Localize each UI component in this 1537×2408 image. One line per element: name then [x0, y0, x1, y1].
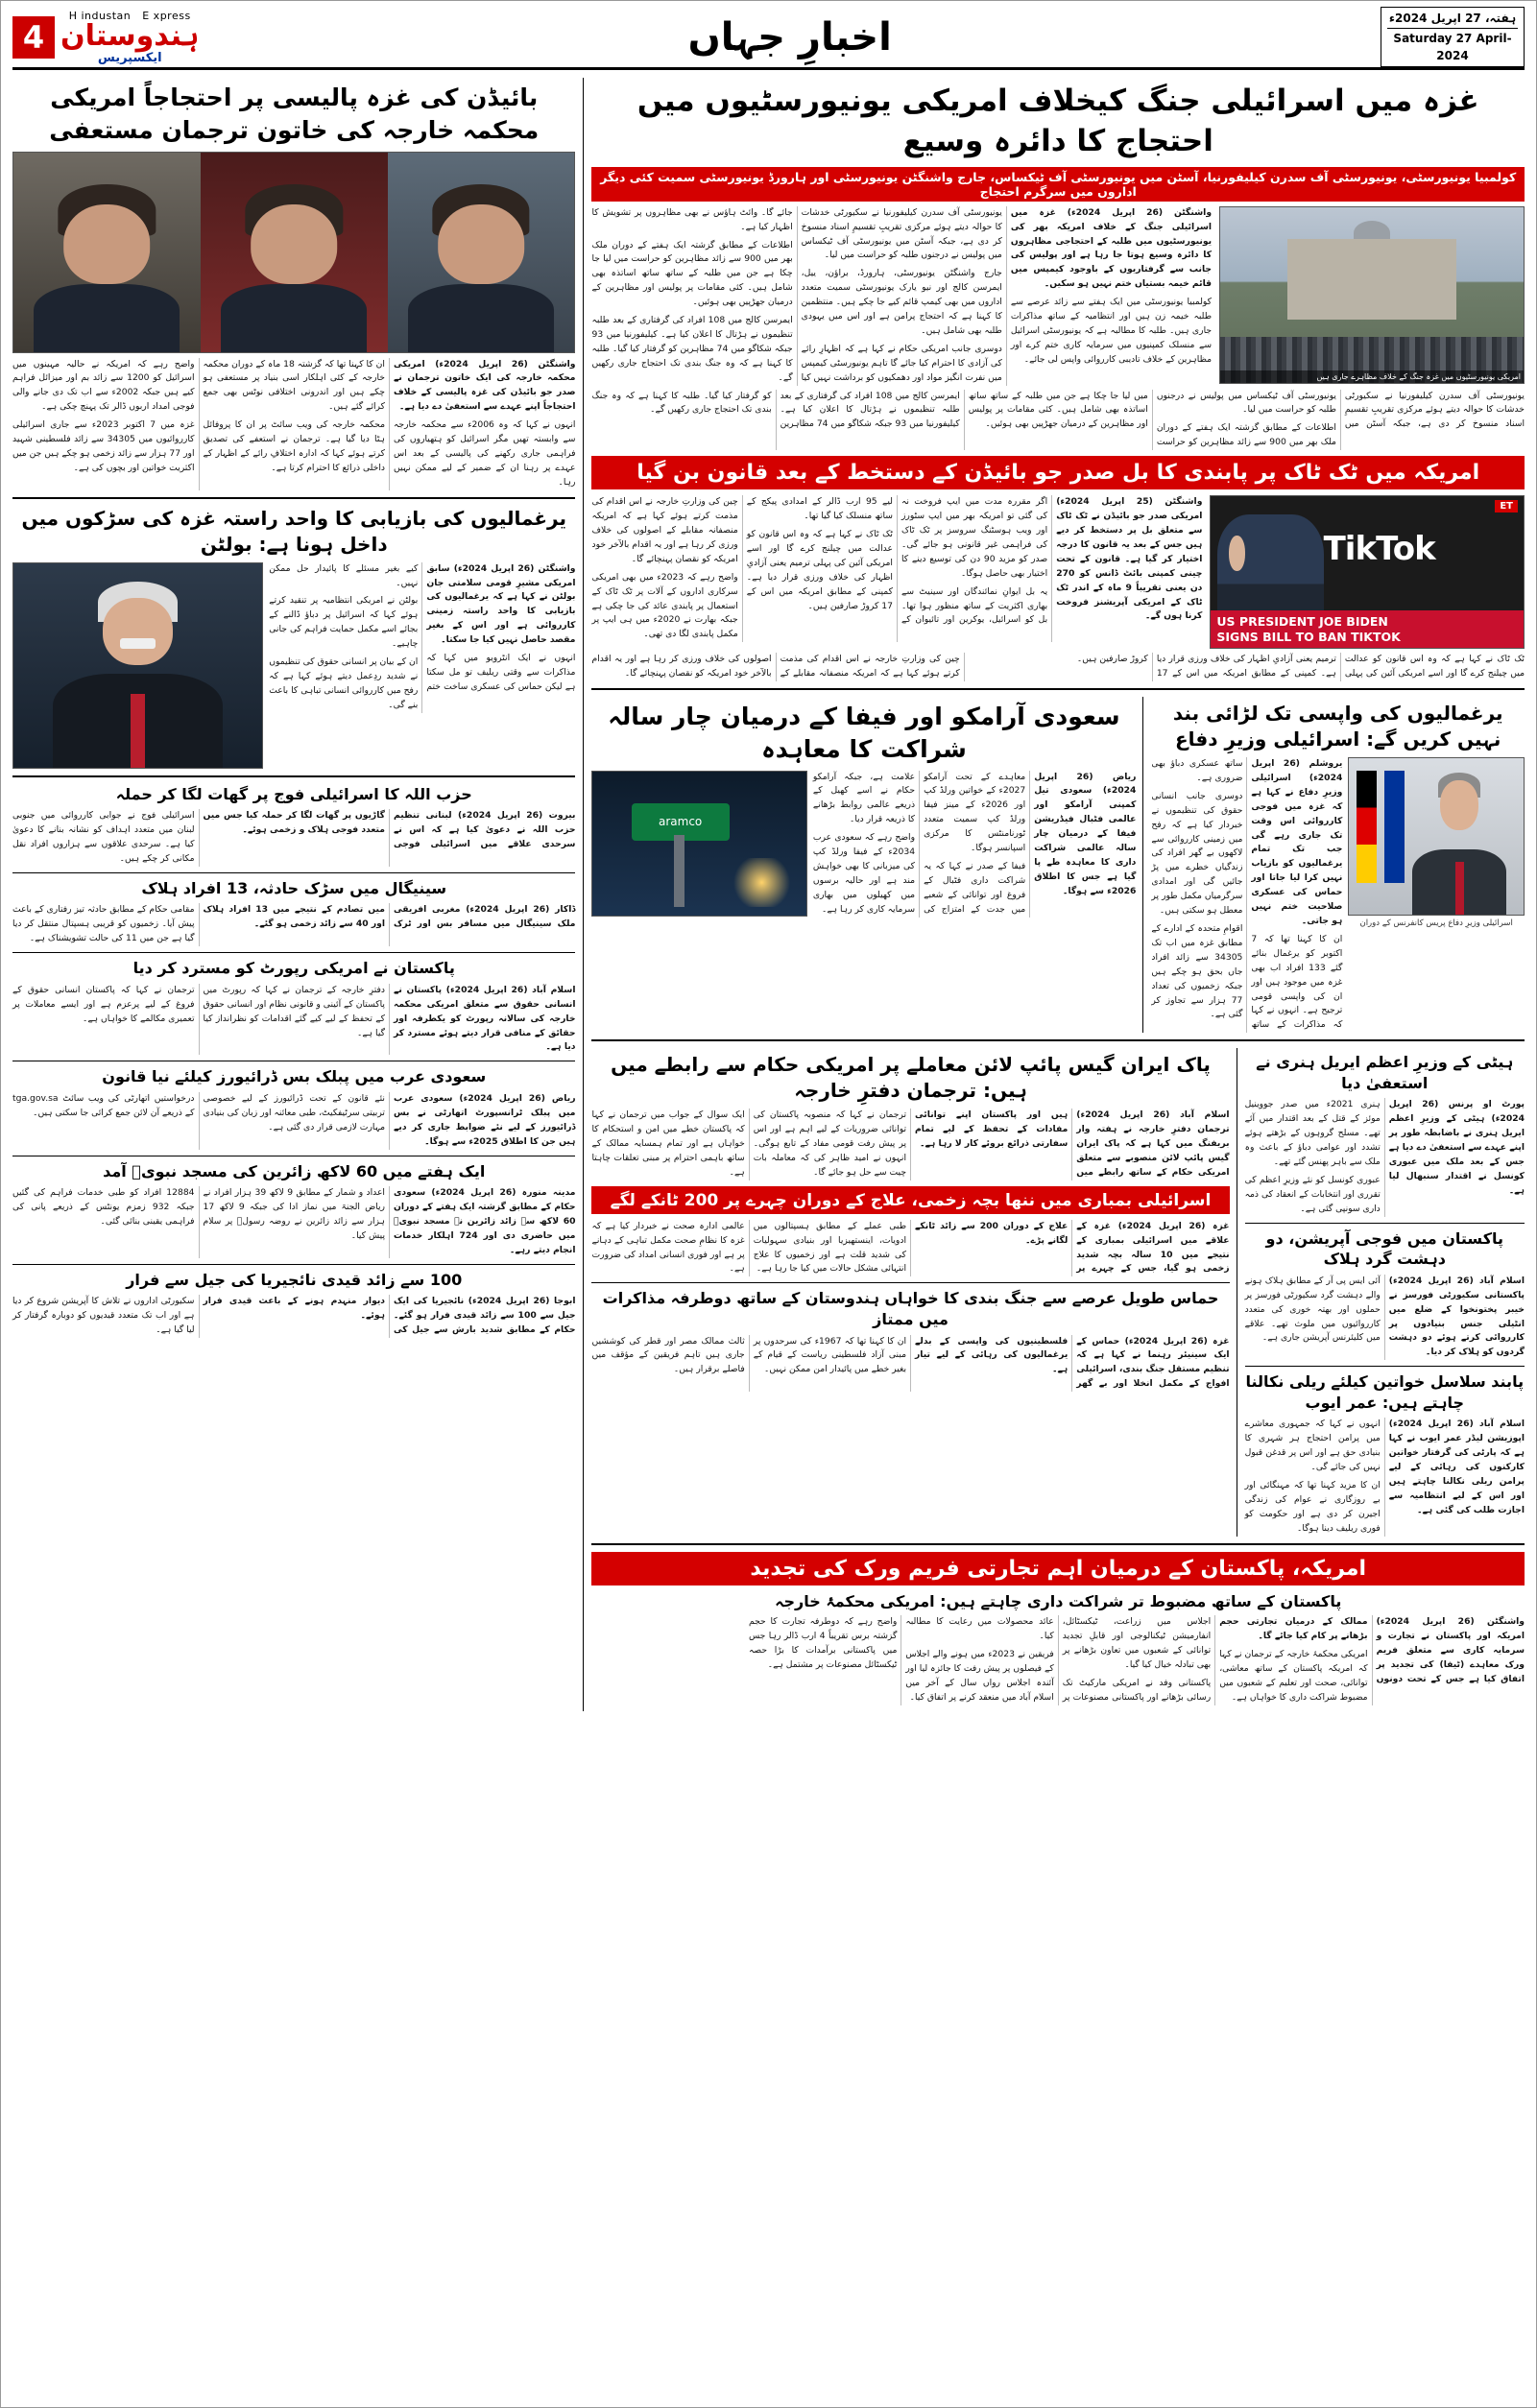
- paragraph: ان کا مزید کہنا تھا کہ مہنگائی اور بے روزگاری نے عوام کی زندگی اجیرن کر دی ہے اور حکومت کو فوری ریلیف دینا ہوگا۔: [1244, 1480, 1381, 1534]
- divider: [12, 1264, 575, 1265]
- paragraph: مقامی حکام کے مطابق حادثہ تیز رفتاری کے باعث پیش آیا۔ زخمیوں کو قریبی ہسپتال منتقل کر دیا گیا ہے جن میں 11 کی حالت تشویشناک ہے۔: [12, 904, 195, 944]
- paragraph: ایمرسن کالج میں 108 افراد کی گرفتاری کے بعد طلبہ تنظیموں نے ہڑتال کا اعلان کیا ہے۔ کیلیفورنیا میں 93 جبکہ شکاگو میں 74 مظاہرین کو گرفتار کیا گیا۔ طلبہ کا کہنا ہے کہ وہ جنگ بندی تک احتجاج جاری رکھیں گے۔: [591, 315, 793, 383]
- paragraph: واضح رہے کہ امریکہ نے حالیہ مہینوں میں اسرائیل کو 1200 سے زائد بم اور میزائل فراہم کیے ہیں جبکہ 2002ء سے اب تک دی جانے والی فوجی امداد اربوں ڈالر تک پہنچ چکی ہے۔: [12, 358, 195, 413]
- tiktok-logo-text: TikTok: [1323, 529, 1435, 568]
- spokesperson-body: [12, 358, 575, 490]
- divider: [591, 688, 1525, 690]
- page-content: [12, 78, 1525, 1711]
- flag-shape: [1357, 771, 1378, 883]
- face-shape: [103, 598, 173, 665]
- brand-sub-urdu: ایکسپریس: [97, 50, 162, 65]
- paragraph: محکمہ خارجہ کی ویب سائٹ پر ان کا پروفائل ہٹا دیا گیا ہے۔ ترجمان نے استعفے کی تصدیق کرتے ہوئے کہا کہ ادارہ اختلافِ رائے کے اظہار کے داخلی ذرائع کا احترام کرتا ہے۔: [203, 419, 385, 473]
- page-title: [688, 15, 892, 60]
- tiktok-body-continued: [591, 653, 1525, 681]
- saudi-body: [813, 771, 1137, 918]
- paragraph: واضح رہے کہ 2023ء میں بھی امریکی سرکاری اداروں کے آلات پر ٹک ٹاک کے استعمال پر پابندی عائد کی جا چکی ہے جبکہ بھارت نے 2020ء میں ہی ایپ پر مکمل پابندی لگا دی تھی۔: [591, 571, 738, 640]
- building-shape: [1287, 239, 1457, 320]
- paragraph: درخواستیں اتھارٹی کی ویب سائٹ tga.gov.sa کے ذریعے آن لائن جمع کرائی جا سکتی ہیں۔: [12, 1092, 195, 1118]
- paragraph: ٹک ٹاک نے کہا ہے کہ وہ اس قانون کو عدالت میں چیلنج کرے گا اور اسے امریکی آئین کی پہلی ترمیم یعنی آزادیِ اظہار کی خلاف ورزی قرار دیا ہے۔ کمپنی کے مطابق امریکہ میں اس کے 17 کروڑ صارفین ہیں۔: [1076, 654, 1525, 679]
- hezbollah-headline: حزب اللہ کا اسرائیلی فوج پر گھات لگا کر حملہ: [115, 784, 472, 803]
- trade-subheadline: پاکستان کے ساتھ مضبوط تر شراکت داری چاہتے ہیں: امریکی محکمۂ خارجہ: [775, 1591, 1342, 1610]
- haiti-body: [1245, 1098, 1525, 1216]
- paragraph: جارج واشنگٹن یونیورسٹی، ہارورڈ، براؤن، ییل، ایمرسن کالج اور نیو یارک یونیورسٹی سمیت متعدد اداروں میں بھی کیمپ قائم کیے جا چکے ہیں۔ منتظمین کا کہنا ہے کہ احتجاج پرامن ہے اور اس میں یہودی طلبہ بھی شامل ہیں۔: [801, 268, 1002, 336]
- lead-photo-caption: امریکی یونیورسٹیوں میں غزہ جنگ کے خلاف مظاہرے جاری ہیں: [1220, 370, 1524, 383]
- paragraph: واشنگٹن (26 اپریل 2024ء) سابق امریکی مشیرِ قومی سلامتی جان بولٹن نے کہا ہے کہ یرغمالیوں کی بازیابی کا واحد راستہ زمینی کارروائی ہے اور اس کے بغیر مقصد حاصل نہیں کیا جا سکتا۔: [426, 562, 576, 646]
- paper-title-text: اخبارِ جہاں: [687, 14, 892, 60]
- brand-name-urdu: ہندوستان: [60, 18, 200, 53]
- paragraph: طبی عملے کے مطابق ہسپتالوں میں ادویات، اینستھیزیا اور بنیادی سہولیات کی شدید قلت ہے اور زخمیوں کا علاج انتہائی مشکل حالات میں کیا جا رہا ہے۔: [753, 1220, 907, 1275]
- banner-line-1: US PRESIDENT JOE BIDEN: [1216, 613, 1388, 629]
- divider: [591, 1282, 1229, 1283]
- light-glow: [730, 858, 794, 907]
- paper-title-wrap: [199, 11, 1381, 63]
- israel-bombing-body: [591, 1220, 1229, 1277]
- paragraph: اطلاعات کے مطابق گزشتہ ایک ہفتے کے دوران ملک بھر میں 900 سے زائد مظاہرین کو حراست میں لیا جا چکا ہے جن میں طلبہ کے ساتھ ساتھ اساتذہ بھی شامل ہیں۔ کئی مقامات پر پولیس اور مظاہرین کے درمیان جھڑپیں بھی ہوئیں۔: [591, 239, 793, 308]
- divider: [12, 497, 575, 499]
- article-tiktok: [591, 456, 1525, 681]
- paragraph: آئی ایس پی آر کے مطابق ہلاک ہونے والے دہشت گرد سکیورٹی فورسز پر حملوں اور بھتہ خوری کی متعدد کارروائیوں میں ملوث تھے۔ علاقے میں کلیئرنس آپریشن جاری ہے۔: [1244, 1275, 1381, 1344]
- face-shape: [438, 204, 524, 284]
- paragraph: یروشلم (26 اپریل 2024ء) اسرائیلی وزیرِ دفاع نے کہا ہے کہ غزہ میں فوجی کارروائی اس وقت تک جاری رہے گی جب تک تمام یرغمالیوں کو بازیاب نہیں کرا لیا جاتا اور حماس کی عسکری صلاحیت ختم نہیں ہو جاتی۔: [1251, 758, 1343, 926]
- brand-top-left: H industan: [68, 9, 132, 22]
- ayub-body: [1245, 1418, 1525, 1536]
- paragraph: پاکستانی وفد نے امریکی مارکیٹ تک رسائی بڑھانے اور پاکستانی مصنوعات پر عائد محصولات میں رعایت کا مطالبہ کیا۔: [905, 1616, 1212, 1703]
- lead-headline: غزہ میں اسرائیلی جنگ کیخلاف امریکی یونیورسٹیوں میں احتجاج کا دائرہ وسیع: [636, 83, 1479, 158]
- paragraph: واشنگٹن (25 اپریل 2024ء) امریکی صدر جو بائیڈن نے ٹک ٹاک سے متعلق بل پر دستخط کر دیے ہیں جس کے بعد یہ قانون کا درجہ اختیار کر گیا ہے۔ قانون کے تحت چینی کمپنی بائٹ ڈانس کو 270 دن یعنی تقریباً 9 ماہ کے اندر ٹک ٹاک کے امریکی آپریشنز فروخت کرنا ہوں گے۔: [1056, 496, 1203, 622]
- brand-area: [12, 11, 199, 63]
- germany-headline: یرغمالیوں کی واپسی تک لڑائی بند نہیں کریں گے: اسرائیلی وزیرِ دفاع: [1172, 702, 1503, 751]
- paragraph: بولٹن نے امریکی انتظامیہ پر تنقید کرتے ہوئے کہا کہ اسرائیل پر دباؤ ڈالنے کے بجائے اسے مکمل حمایت فراہم کی جانی چاہیے۔: [269, 595, 419, 650]
- pole-shape: [674, 835, 684, 907]
- body-shape: [221, 284, 367, 352]
- paragraph: یونیورسٹی آف سدرن کیلیفورنیا نے سکیورٹی خدشات کا حوالہ دیتے ہوئے مرکزی تقریبِ تقسیمِ اسناد منسوخ کر دی ہے، جبکہ آسٹن میں یونیورسٹی آف ٹیکساس میں پولیس نے درجنوں طلبہ کو حراست میں لیا۔: [1156, 390, 1525, 430]
- photo-pane: [201, 153, 388, 352]
- paragraph: ڈاکار (26 اپریل 2024ء) مغربی افریقی ملک سینیگال میں مسافر بس اور ٹرک میں تصادم کے نتیجے میں 13 افراد ہلاک اور 40 سے زائد زخمی ہو گئے۔: [203, 904, 576, 930]
- hamas-body: [591, 1335, 1229, 1393]
- paragraph: اقوامِ متحدہ کے ادارے کے مطابق غزہ میں اب تک 34305 سے زائد افراد جاں بحق ہو چکے ہیں جبکہ زخمیوں کی تعداد 77 ہزار سے تجاوز کر گئی ہے۔: [1151, 922, 1243, 1020]
- prison-headline: 100 سے زائد قیدی نائجیریا کی جیل سے فرار: [126, 1270, 463, 1289]
- paragraph: بیروت (26 اپریل 2024ء) لبنانی تنظیم حزب اللہ نے دعویٰ کیا ہے کہ اس نے سرحدی علاقے میں اسرائیلی فوجی گاڑیوں پر گھات لگا کر حملہ کیا جس میں متعدد فوجی ہلاک و زخمی ہوئے۔: [203, 810, 576, 850]
- paragraph: عبوری کونسل کو نئے وزیرِ اعظم کی تقرری اور انتخابات کے انعقاد کی ذمہ داری سونپی گئی ہے۔: [1244, 1174, 1381, 1214]
- paragraph: ایمرسن کالج میں 108 افراد کی گرفتاری کے بعد طلبہ تنظیموں نے ہڑتال کا اعلان کیا ہے۔ کیلیفورنیا میں 93 جبکہ شکاگو میں 74 مظاہرین کو گرفتار کیا گیا۔ طلبہ کا کہنا ہے کہ وہ جنگ بندی تک احتجاج جاری رکھیں گے۔: [591, 390, 960, 430]
- paragraph: واضح رہے کہ دوطرفہ تجارت کا حجم گزشتہ برس تقریباً 4 ارب ڈالر رہا جس میں پاکستانی برآمدات کا بڑا حصہ ٹیکسٹائل مصنوعات پر مشتمل ہے۔: [748, 1616, 898, 1671]
- paragraph: ہنری 2021ء میں صدر جووینیل موئز کے قتل کے بعد اقتدار میں آئے تھے۔ مسلح گروہوں کے بڑھتے ہوئے تشدد اور عوامی دباؤ کے باعث وہ ملک سے باہر پھنس گئے تھے۔: [1244, 1099, 1381, 1168]
- paragraph: ان کا کہنا تھا کہ 7 اکتوبر کو یرغمال بنائے گئے 133 افراد اب بھی غزہ میں موجود ہیں اور ان کی واپسی قومی ترجیح ہے۔ انہوں نے کہا کہ مذاکرات کے ساتھ ساتھ عسکری دباؤ بھی ضروری ہے۔: [1151, 758, 1343, 1031]
- brand-logo: [60, 11, 199, 64]
- paragraph: ترجمان نے کہا کہ پاکستان انسانی حقوق کے فروغ کے لیے پرعزم ہے اور ایسے معاملات پر تعمیری مکالمے کا خواہاں ہے۔: [12, 984, 195, 1024]
- paragraph: دفترِ خارجہ کے ترجمان نے کہا کہ رپورٹ میں پاکستان کے آئینی و قانونی نظام اور انسانی حقوق کے تحفظ کے لیے کیے گئے اقدامات کو نظرانداز کیا گیا ہے۔: [203, 984, 385, 1038]
- divider: [12, 775, 575, 777]
- paragraph: دوسری جانب انسانی حقوق کی تنظیموں نے خبردار کیا ہے کہ رفح میں زمینی کارروائی سے لاکھوں بے گھر افراد کی زندگیاں خطرے میں پڑ جائیں گی اور امدادی سرگرمیاں مکمل طور پر معطل ہو سکتی ہیں۔: [1151, 790, 1243, 917]
- paragraph: غزہ میں 7 اکتوبر 2023ء سے جاری اسرائیلی کارروائیوں میں 34305 سے زائد فلسطینی شہید اور 77 ہزار سے زائد زخمی ہو چکے ہیں جن میں اکثریت خواتین اور بچوں کی ہے۔: [12, 419, 195, 473]
- article-prison-escape: [12, 1270, 575, 1338]
- et-badge: ET: [1495, 500, 1518, 513]
- germany-body: [1151, 757, 1342, 1033]
- article-israel-defence: [1151, 697, 1525, 1033]
- brand-top-right: E xpress: [142, 9, 191, 22]
- pak-operation-headline: پاکستان میں فوجی آپریشن، دو دہشت گرد ہلاک: [1265, 1228, 1504, 1269]
- umrah-body: [12, 1186, 575, 1258]
- pak-operation-body: [1245, 1275, 1525, 1360]
- saudi-bus-headline: سعودی عرب میں پبلک بس ڈرائیورز کیلئے نیا قانون: [102, 1067, 487, 1086]
- page-number-badge: 4: [12, 16, 55, 59]
- paragraph: 12884 افراد کو طبی خدمات فراہم کی گئیں جبکہ 932 زمزم یونٹس کے ذریعے پانی کی فراہمی یقینی بنائی گئی۔: [12, 1187, 195, 1227]
- paragraph: ان کے بیان پر انسانی حقوق کی تنظیموں نے شدید ردِعمل دیتے ہوئے کہا ہے کہ رفح میں کارروائی انسانی تباہی کا باعث بنے گی۔: [269, 656, 419, 710]
- publication-date: [1381, 7, 1525, 67]
- paragraph: اعداد و شمار کے مطابق 9 لاکھ 39 ہزار افراد نے ریاض الجنۃ میں نماز ادا کی جبکہ 9 لاکھ 17 ہزار سے زائد زائرین نے روضہ رسولؐ پر سلام پیش کیا۔: [203, 1187, 385, 1241]
- divider: [12, 952, 575, 953]
- paragraph: واشنگٹن (26 اپریل 2024ء) غزہ میں اسرائیلی جنگ کے خلاف امریکہ بھر کی یونیورسٹیوں میں طلبہ کے احتجاجی مظاہروں کا دائرہ وسیع ہوتا جا رہا ہے اور پولیس کی جانب سے گرفتاریوں کے باوجود کیمپس میں قائم خیمہ بستیاں ختم نہیں ہو سکیں۔: [1010, 206, 1213, 290]
- body-shape: [408, 284, 554, 352]
- date-english: Saturday 27 April-2024: [1393, 32, 1512, 62]
- paragraph: معاہدے کے تحت آرامکو 2027ء کے خواتین ورلڈ کپ اور 2026ء کے مینز فیفا ورلڈ کپ سمیت متعدد ٹورنامنٹس کا مرکزی اسپانسر ہوگا۔: [924, 771, 1026, 854]
- paragraph: مدینہ منورہ (26 اپریل 2024ء) سعودی حکام کے مطابق گزشتہ ایک ہفتے کے دوران 60 لاکھ سے زائد زائرین نے مسجد نبویؐ میں حاضری دی اور 724 اہلکار خدمات انجام دیتے رہے۔: [394, 1187, 576, 1255]
- pipeline-body: [591, 1109, 1229, 1180]
- report-headline: پاکستان نے امریکی رپورٹ کو مسترد کر دیا: [132, 959, 455, 978]
- bolton-photo: [12, 562, 263, 769]
- article-pak-us-report: [12, 958, 575, 1055]
- paragraph: ان کا کہنا تھا کہ 1967ء کی سرحدوں پر مبنی آزاد فلسطینی ریاست کے قیام کے بغیر خطے میں پائیدار امن ممکن نہیں۔: [753, 1335, 907, 1375]
- paragraph: عالمی ادارہ صحت نے خبردار کیا ہے کہ غزہ کا نظامِ صحت مکمل تباہی کے دہانے پر ہے اور فوری انسانی امداد کی ضرورت ہے۔: [591, 1220, 745, 1275]
- row-germany-saudi: [591, 697, 1525, 1033]
- senegal-body: [12, 903, 575, 946]
- right-column: [12, 78, 584, 1711]
- paragraph: دوسری جانب امریکی حکام نے کہا ہے کہ اظہارِ رائے کی آزادی کا احترام کیا جائے گا تاہم یونیورسٹی کیمپس میں نفرت انگیز مواد اور دھمکیوں کو برداشت نہیں کیا جائے گا۔ وائٹ ہاؤس نے بھی مظاہروں پر تشویش کا اظہار کیا ہے۔: [591, 206, 1002, 383]
- tiktok-headline: امریکہ میں ٹک ٹاک پر پابندی کا بل صدر جو بائیڈن کے دستخط کے بعد قانون بن گیا: [591, 456, 1525, 489]
- paragraph: ریاض (26 اپریل 2024ء) سعودی عرب میں پبلک ٹرانسپورٹ اتھارٹی نے بس ڈرائیورز کے لیے نئے ضوابط جاری کر دیے ہیں جن کا اطلاق 2025ء سے ہوگا۔: [394, 1092, 576, 1147]
- divider: [591, 1039, 1525, 1041]
- bolton-body: [269, 562, 575, 713]
- paragraph: نئے قانون کے تحت ڈرائیورز کے لیے خصوصی تربیتی سرٹیفکیٹ، طبی معائنہ اور زبان کی بنیادی مہارت لازمی قرار دی گئی ہے۔: [203, 1092, 385, 1132]
- left-column-group: [591, 78, 1525, 1711]
- paragraph: واشنگٹن (26 اپریل 2024ء) امریکہ اور پاکستان نے تجارت و سرمایہ کاری سے متعلق فریم ورک معاہدے (ٹیفا) کی تجدید پر اتفاق کیا ہے جس کے تحت دونوں ممالک کے درمیان تجارتی حجم بڑھانے پر کام کیا جائے گا۔: [1219, 1616, 1525, 1684]
- paragraph: یونیورسٹی آف سدرن کیلیفورنیا نے سکیورٹی خدشات کا حوالہ دیتے ہوئے مرکزی تقریبِ تقسیمِ اسناد منسوخ کر دی ہے، جبکہ آسٹن میں یونیورسٹی آف ٹیکساس میں پولیس نے درجنوں طلبہ کو حراست میں لیا۔: [801, 206, 1002, 261]
- photo-pane: [388, 153, 575, 352]
- paragraph: اجلاس میں زراعت، ٹیکسٹائل، انفارمیشن ٹیکنالوجی اور قابلِ تجدید توانائی کے شعبوں میں تعاون بڑھانے پر بھی تبادلہ خیال کیا گیا۔: [1062, 1616, 1212, 1671]
- paragraph: اگر مقررہ مدت میں ایپ فروخت نہ کی گئی تو امریکہ بھر میں ایپ سٹورز اور ویب ہوسٹنگ سروسز پر ٹک ٹاک کی فراہمی غیر قانونی ہو جائے گی۔ صدر کو مزید 90 دن کی توسیع دینے کا اختیار بھی حاصل ہوگا۔: [901, 496, 1048, 579]
- paragraph: فریقین نے 2023ء میں ہونے والے اجلاس کے فیصلوں پر پیش رفت کا جائزہ لیا اور آئندہ اجلاس رواں سال کے آخر میں اسلام آباد میں منعقد کرنے پر اتفاق کیا۔: [905, 1649, 1054, 1703]
- photo-pane: [13, 153, 201, 352]
- row-haiti-pipeline: [591, 1048, 1525, 1537]
- tiktok-body: [591, 495, 1202, 642]
- tiktok-photo-banner: [1211, 610, 1524, 648]
- paragraph: پورٹ او پرنس (26 اپریل 2024ء) ہیٹی کے وزیرِ اعظم ایریل ہنری نے باضابطہ طور پر اپنے عہدے سے استعفیٰ دے دیا ہے جس کے بعد ملک میں عبوری کونسل نے اقتدار سنبھال لیا ہے۔: [1388, 1099, 1525, 1196]
- paragraph: سکیورٹی اداروں نے تلاش کا آپریشن شروع کر دیا ہے اور اب تک متعدد قیدیوں کو دوبارہ گرفتار کر لیا گیا ہے۔: [12, 1296, 195, 1336]
- flag-shape: [1384, 771, 1405, 883]
- paragraph: غزہ (26 اپریل 2024ء) حماس کے ایک سینیئر رہنما نے کہا ہے کہ تنظیم مستقل جنگ بندی، اسرائیلی افواج کے مکمل انخلا اور بے گھر فلسطینیوں کی واپسی کے بدلے یرغمالیوں کی رہائی کے لیے تیار ہے۔: [915, 1335, 1230, 1390]
- israel-bombing-headline: اسرائیلی بمباری میں ننھا بچہ زخمی، علاج کے دوران چہرے پر 200 ٹانکے لگے: [591, 1186, 1229, 1214]
- paragraph: انہوں نے کہا کہ وہ 2006ء سے محکمہ خارجہ سے وابستہ تھیں مگر اسرائیل کو ہتھیاروں کی فراہمی جاری رکھنے کی پالیسی کے بعد اس عہدے پر رہنا ان کے ضمیر کے لیے ممکن نہیں رہا۔: [394, 419, 576, 488]
- article-saudi-bus: [12, 1066, 575, 1149]
- face-shape: [1440, 780, 1478, 830]
- pipeline-headline: پاک ایران گیس پائپ لائن معاملے پر امریکی حکام سے رابطے میں ہیں: ترجمان دفترِ خارجہ: [611, 1053, 1211, 1103]
- tie-shape: [1455, 862, 1464, 915]
- trade-body: [591, 1615, 1525, 1705]
- lead-subhead: کولمبیا یونیورسٹی، یونیورسٹی آف سدرن کیلیفورنیا، آسٹن میں یونیورسٹی آف ٹیکساس، جارج واشنگٹن یونیورسٹی اور ہارورڈ یونیورسٹی سمیت کئی دیگر اداروں میں سرگرم احتجاج: [591, 167, 1525, 202]
- saudi-headline: سعودی آرامکو اور فیفا کے درمیان چار سالہ شراکت کا معاہدہ: [608, 703, 1120, 763]
- face-shape: [251, 204, 337, 284]
- tie-shape: [131, 694, 146, 768]
- bolton-headline: یرغمالیوں کی بازیابی کا واحد راستہ غزہ کی سڑکوں میں داخل ہونا ہے: بولٹن: [21, 506, 567, 556]
- aramco-photo: [591, 771, 806, 917]
- paragraph: ریاض (26 اپریل 2024ء) سعودی تیل کمپنی آرامکو اور عالمی فٹبال فیڈریشن فیفا کے درمیان چار سالہ عالمی شراکت داری کا معاہدہ طے پا گیا ہے جس کا اطلاق 2026ء سے ہوگا۔: [1034, 771, 1137, 896]
- divider: [591, 1543, 1525, 1545]
- paragraph: ترجمان نے کہا کہ منصوبہ پاکستان کی توانائی ضروریات کے لیے اہم ہے اور اس پر پیش رفت قومی مفاد کے تابع ہوگی۔ انہوں نے امید ظاہر کی کہ معاملہ بات چیت سے حل ہو جائے گا۔: [753, 1109, 907, 1178]
- article-senegal: [12, 878, 575, 946]
- trade-headline: امریکہ، پاکستان کے درمیان اہم تجارتی فریم ورک کی تجدید: [591, 1552, 1525, 1585]
- divider: [12, 872, 575, 873]
- article-hezbollah: [12, 784, 575, 867]
- face-shape: [64, 204, 151, 284]
- body-shape: [34, 284, 180, 352]
- paragraph: واشنگٹن (26 اپریل 2024ء) امریکی محکمہ خارجہ کی ایک خاتون ترجمان نے صدر جو بائیڈن کی غزہ پالیسی کے خلاف احتجاجاً اپنے عہدے سے استعفیٰ دے دیا ہے۔: [394, 358, 576, 413]
- spokesperson-photo: [12, 152, 575, 353]
- hamas-headline: حماس طویل عرصے سے جنگ بندی کا خواہاں ہندوستان کے ساتھ دوطرفہ مذاکرات میں ممتاز: [602, 1289, 1219, 1328]
- date-urdu: ہفتہ، 27 اپریل 2024ء: [1387, 10, 1518, 29]
- paragraph: غزہ (26 اپریل 2024ء) غزہ کے علاقے میں اسرائیلی بمباری کے نتیجے میں 10 سالہ بچہ شدید زخمی ہو گیا، جس کے چہرے پر علاج کے دوران 200 سے زائد ٹانکے لگانے پڑے۔: [915, 1220, 1230, 1275]
- paragraph: اسلام آباد (26 اپریل 2024ء) پاکستانی سکیورٹی فورسز نے خیبر پختونخوا کے ضلع میں انٹیلی جنس بنیادوں پر کارروائی کرتے ہوئے دو دہشت گردوں کو ہلاک کر دیا۔: [1388, 1275, 1525, 1358]
- article-lead-story: [591, 82, 1525, 450]
- minister-photo: [1348, 757, 1525, 916]
- lead-body: [591, 206, 1212, 386]
- paragraph: ثالث ممالک مصر اور قطر کی کوششیں جاری ہیں تاہم فریقین کے مؤقف میں فاصلے برقرار ہیں۔: [591, 1335, 745, 1375]
- minister-photo-caption: اسرائیلی وزیرِ دفاع پریس کانفرنس کے دوران: [1359, 918, 1513, 928]
- paragraph: اسلام آباد (26 اپریل 2024ء) اپوزیشن لیڈر عمر ایوب نے کہا ہے کہ پارٹی کی گرفتار خواتین کارکنوں کی رہائی کے لیے پرامن ریلی نکالنا چاہتے ہیں اور اس کے لیے انتظامیہ سے اجازت طلب کی گئی ہے۔: [1388, 1419, 1525, 1515]
- article-pak-us-trade: [591, 1552, 1525, 1705]
- paragraph: ابوجا (26 اپریل 2024ء) نائجیریا کی ایک جیل سے 100 سے زائد قیدی فرار ہو گئے۔ حکام کے مطابق شدید بارش سے جیل کی دیوار منہدم ہونے کے باعث قیدی فرار ہوئے۔: [203, 1296, 576, 1336]
- paragraph: ایک سوال کے جواب میں ترجمان نے کہا کہ پاکستان خطے میں امن و استحکام کا خواہاں ہے اور تمام ہمسایہ ممالک کے ساتھ باہمی احترام پر مبنی تعلقات چاہتا ہے۔: [591, 1109, 745, 1178]
- col-pipeline-group: [591, 1048, 1237, 1537]
- article-haiti: [1245, 1048, 1525, 1537]
- masthead: [12, 11, 1525, 70]
- senegal-headline: سینیگال میں سڑک حادثہ، 13 افراد ہلاک: [141, 878, 447, 897]
- lead-body-continued: [591, 390, 1525, 451]
- paragraph: اطلاعات کے مطابق گزشتہ ایک ہفتے کے دوران ملک بھر میں 900 سے زائد مظاہرین کو حراست میں لیا جا چکا ہے جن میں طلبہ کے ساتھ ساتھ اساتذہ بھی شامل ہیں۔ کئی مقامات پر پولیس اور مظاہرین کے درمیان جھڑپیں بھی ہوئیں۔: [968, 390, 1336, 448]
- hezbollah-body: [12, 809, 575, 867]
- article-biden-spokesperson: [12, 82, 575, 490]
- prison-body: [12, 1295, 575, 1338]
- divider: [1245, 1366, 1525, 1367]
- lead-photo: [1219, 206, 1525, 384]
- divider: [1245, 1223, 1525, 1224]
- banner-line-2: SIGNS BILL TO BAN TIKTOK: [1216, 629, 1401, 644]
- paragraph: ٹک ٹاک نے کہا ہے کہ وہ اس قانون کو عدالت میں چیلنج کرے گا اور اسے امریکی آئین کی پہلی ترمیم یعنی آزادیِ اظہار کی خلاف ورزی قرار دیا ہے۔ کمپنی کے مطابق امریکہ میں اس کے 17 کروڑ صارفین ہیں۔: [746, 529, 893, 611]
- paragraph: اسلام آباد (26 اپریل 2024ء) پاکستان نے انسانی حقوق سے متعلق امریکی محکمہ خارجہ کی سالانہ رپورٹ کو یکطرفہ اور حقائق کے منافی قرار دیتے ہوئے مسترد کر دیا ہے۔: [394, 984, 576, 1053]
- saudi-bus-body: [12, 1092, 575, 1150]
- haiti-headline: ہیٹی کے وزیرِ اعظم ایریل ہنری نے استعفیٰ دیا: [1256, 1053, 1514, 1092]
- paragraph: یہ بل ایوانِ نمائندگان اور سینیٹ سے بھاری اکثریت کے ساتھ منظور ہوا تھا۔ بل کو اسرائیل، یوکرین اور تائیوان کے لیے 95 ارب ڈالر کے امدادی پیکج کے ساتھ منسلک کیا گیا تھا۔: [746, 496, 1048, 626]
- face-shape: [1229, 536, 1245, 570]
- paragraph: چین کی وزارتِ خارجہ نے اس اقدام کی مذمت کرتے ہوئے کہا ہے کہ امریکہ منصفانہ مقابلے کے اصولوں کی خلاف ورزی کر رہا ہے اور یہ اقدام بالآخر خود امریکہ کو نقصان پہنچائے گا۔: [591, 496, 738, 564]
- paragraph: انہوں نے ایک انٹرویو میں کہا کہ مذاکرات سے وقتی ریلیف تو مل سکتا ہے لیکن حماس کی عسکری ساخت ختم کیے بغیر مسئلے کا پائیدار حل ممکن نہیں۔: [269, 562, 576, 692]
- paragraph: امریکی محکمۂ خارجہ کے ترجمان نے کہا کہ امریکہ پاکستان کے ساتھ معاشی، توانائی، صحت اور تعلیم کے شعبوں میں مضبوط شراکت داری کا خواہاں ہے۔: [1219, 1649, 1368, 1703]
- paragraph: واضح رہے کہ سعودی عرب 2034ء کے فیفا ورلڈ کپ کی میزبانی کا بھی خواہش مند ہے اور حالیہ برسوں میں کھیلوں میں بھاری سرمایہ کاری کر رہا ہے۔: [812, 832, 916, 915]
- article-umrah: [12, 1161, 575, 1258]
- umrah-headline: ایک ہفتے میں 60 لاکھ زائرین کی مسجد نبویؐ آمد: [103, 1161, 486, 1180]
- paragraph: چین کی وزارتِ خارجہ نے اس اقدام کی مذمت کرتے ہوئے کہا ہے کہ امریکہ منصفانہ مقابلے کے اصولوں کی خلاف ورزی کر رہا ہے اور یہ اقدام بالآخر خود امریکہ کو نقصان پہنچائے گا۔: [591, 654, 960, 679]
- paragraph: ان کا کہنا تھا کہ گزشتہ 18 ماہ کے دوران محکمہ خارجہ کے کئی اہلکار اسی بنیاد پر مستعفی ہو چکے ہیں اور اندرونی اختلافی نوٹس بھی جمع کرائے گئے ہیں۔: [203, 358, 385, 413]
- paragraph: کولمبیا یونیورسٹی میں ایک ہفتے سے زائد عرصے سے طلبہ خیمہ زن ہیں اور انتظامیہ کے ساتھ مذاکرات جاری ہیں۔ طلبہ کا مطالبہ ہے کہ یونیورسٹی اسرائیل سے منسلک کمپنیوں میں سرمایہ کاری ختم کرے اور مظاہرین کے خلاف تادیبی کارروائی واپس لی جائے۔: [1010, 297, 1213, 365]
- report-body: [12, 984, 575, 1056]
- article-aramco-fifa: [591, 697, 1143, 1033]
- tiktok-photo: [1210, 495, 1525, 649]
- ayub-headline: پابند سلاسل خواتین کیلئے ریلی نکالنا چاہتے ہیں: عمر ایوب: [1245, 1372, 1525, 1412]
- paragraph: اسلام آباد (26 اپریل 2024ء) ترجمان دفترِ خارجہ نے ہفتہ وار بریفنگ میں کہا ہے کہ پاک ایران گیس پائپ لائن منصوبے سے متعلق امریکی حکام کے ساتھ رابطے میں ہیں اور پاکستان اپنے توانائی مفادات کے تحفظ کے لیے تمام سفارتی ذرائع بروئے کار لا رہا ہے۔: [915, 1109, 1230, 1178]
- paragraph: اسرائیلی فوج نے جوابی کارروائی میں جنوبی لبنان میں متعدد اہداف کو نشانہ بنانے کا دعویٰ کیا ہے۔ سرحدی علاقوں سے ہزاروں افراد نقل مکانی کر چکے ہیں۔: [12, 810, 195, 864]
- spokesperson-headline: بائیڈن کی غزہ پالیسی پر احتجاجاً امریکی محکمہ خارجہ کی خاتون ترجمان مستعفی: [49, 83, 540, 144]
- article-bolton: [12, 506, 575, 769]
- paragraph: فیفا کے صدر نے کہا کہ یہ شراکت داری فٹبال کے فروغ اور توانائی کے شعبے میں جدت کے امتزاج کی علامت ہے، جبکہ آرامکو حکام نے اسے کھیل کے ذریعے عالمی روابط بڑھانے کا ذریعہ قرار دیا۔: [812, 771, 1026, 915]
- paragraph: انہوں نے کہا کہ جمہوری معاشرے میں پرامن احتجاج ہر شہری کا بنیادی حق ہے اور اس پر قدغن قبول نہیں کی جائے گی۔: [1244, 1419, 1381, 1473]
- moustache-shape: [120, 638, 155, 649]
